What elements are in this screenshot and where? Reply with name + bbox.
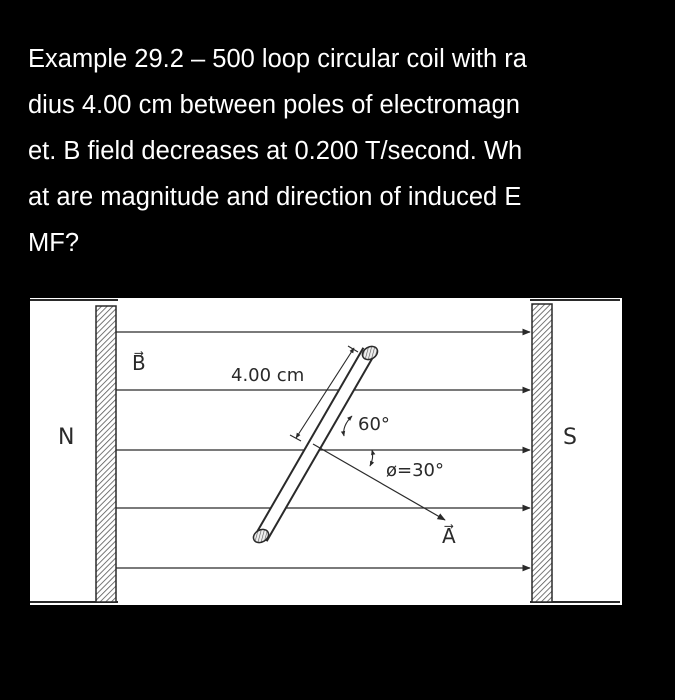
radius-label: 4.00 cm (231, 365, 305, 386)
question-line-4: at are magnitude and direction of induced E (28, 183, 522, 211)
question-line-1: Example 29.2 – 500 loop circular coil with ra (28, 45, 527, 73)
question-line-2: dius 4.00 cm between poles of electromagn (28, 91, 520, 119)
north-pole (30, 300, 118, 602)
area-vector-label: A⃗ (442, 524, 456, 548)
south-pole (530, 300, 620, 602)
question-text (28, 36, 653, 266)
south-label: S (563, 425, 577, 450)
phi-label: ø=30° (386, 460, 444, 481)
diagram-svg (30, 298, 622, 605)
field-label: B⃗ (132, 351, 146, 375)
question-line-3: et. B field decreases at 0.200 T/second. Wh (28, 137, 523, 165)
angle-60-arc (344, 416, 352, 436)
north-label: N (58, 425, 75, 450)
coil-diagram (30, 298, 622, 605)
phi-arc (370, 450, 373, 466)
question-line-5: MF? (28, 229, 79, 257)
angle-60-label: 60° (358, 414, 390, 435)
